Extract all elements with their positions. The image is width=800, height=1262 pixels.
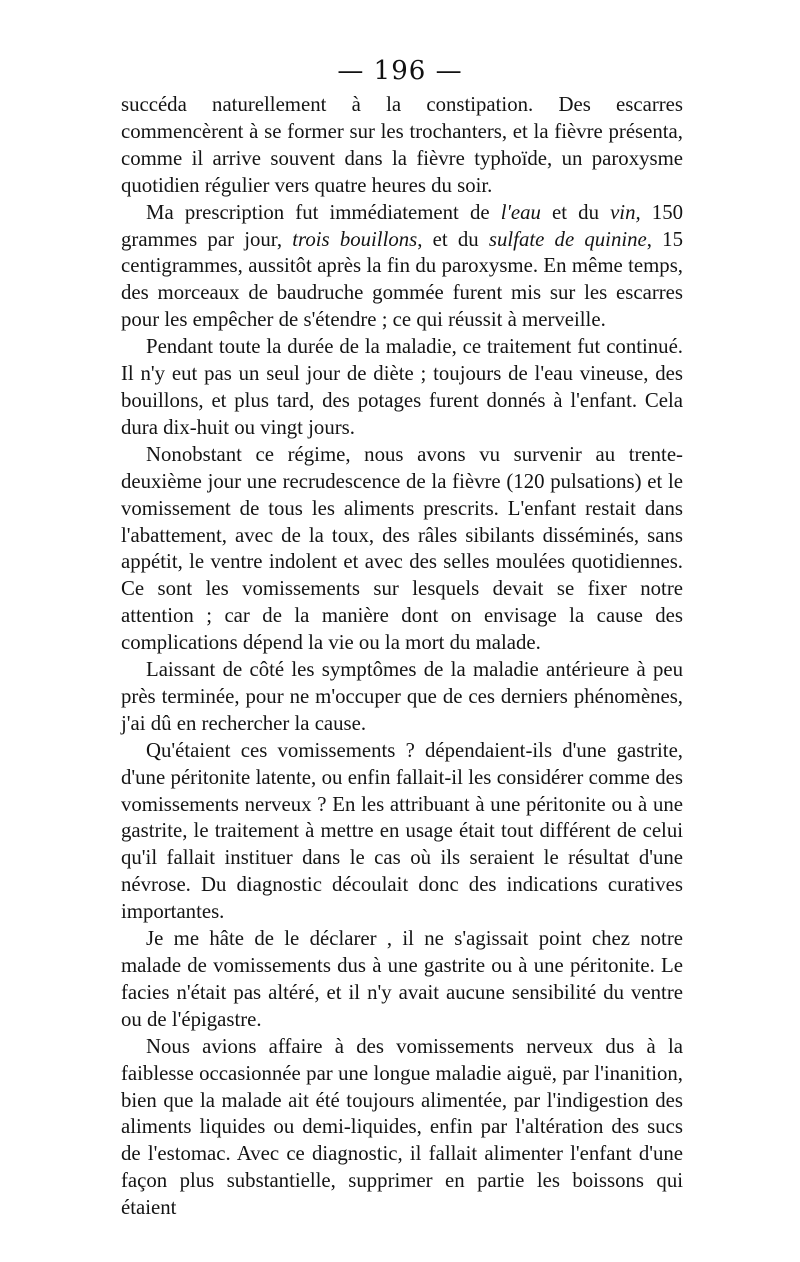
paragraph <box>121 334 683 442</box>
paragraph <box>121 657 683 738</box>
text-segment: Nonobstant ce régime, nous avons vu survenir au trente-deuxième jour une recrudescence de la fièvre (120 pulsations) et le vomissement de tous les aliments prescrits. L'enfant restait dans l'abattement, avec de la toux, des râles sibilants disséminés, sans appétit, le ventre indolent et avec des selles moulées quotidiennes. Ce sont les vomissements sur lesquels devait se fixer notre attention ; car de la manière dont on envisage la cause des complications dépend la vie ou la mort du malade. <box>121 442 683 655</box>
text-segment: Ma prescription fut immédiatement de <box>146 200 501 224</box>
text-segment: , 15 centigrammes, aussitôt après la fin du paroxysme. En même temps, des morceaux de baudruche gommée furent mis sur les escarres pour les empêcher de s'étendre ; ce qui réussit à merveille. <box>121 227 683 332</box>
paragraph <box>121 200 683 335</box>
text-segment: , et du <box>417 227 489 251</box>
italic-text: vin, <box>610 200 641 224</box>
text-segment: Nous avions affaire à des vomissements nerveux dus à la faiblesse occasionnée par une longue maladie aiguë, par l'inanition, bien que la malade ait été toujours alimentée, par l'indigestion des aliments liquides ou demi-liquides, enfin par l'altération des sucs de l'estomac. Avec ce diagnostic, il fallait alimenter l'enfant d'une façon plus substantielle, supprimer en partie les boissons qui étaient <box>121 1034 683 1220</box>
italic-text: l'eau <box>500 200 541 224</box>
italic-text: trois bouillons <box>292 227 418 251</box>
paragraph <box>121 738 683 926</box>
text-segment: succéda naturellement à la constipation. Des escarres commencèrent à se former sur les trochanters, et la fièvre présenta, comme il arrive souvent dans la fièvre typhoïde, un paroxysme quotidien régulier vers quatre heures du soir. <box>121 93 683 197</box>
paragraph <box>121 442 683 657</box>
text-segment: et du <box>540 200 611 224</box>
page-number: — 196 — <box>337 56 463 86</box>
text-segment: Pendant toute la durée de la maladie, ce traitement fut continué. Il n'y eut pas un seul jour de diète ; toujours de l'eau vineuse, des bouillons, et plus tard, des potages furent donnés à l'enfant. Cela dura dix-huit ou vingt jours. <box>121 335 683 439</box>
italic-text: sulfate de quinine <box>488 227 647 251</box>
paragraph <box>121 92 683 200</box>
text-segment: 150 grammes par jour, <box>121 200 683 251</box>
paragraph <box>121 926 683 1034</box>
text-segment: Je me hâte de le déclarer , il ne s'agissait point chez notre malade de vomissements dus à une gastrite ou à une péritonite. Le facies n'était pas altéré, et il n'y avait aucune sensibilité du ventre ou de l'épigastre. <box>121 927 683 1031</box>
text-segment: Laissant de côté les symptômes de la maladie antérieure à peu près terminée, pour ne m'occuper que de ces derniers phénomènes, j'ai dû en rechercher la cause. <box>121 658 683 735</box>
body-text <box>121 92 683 1222</box>
paragraph <box>121 1034 683 1222</box>
text-segment: Qu'étaient ces vomissements ? dépendaient-ils d'une gastrite, d'une péritonite latente, ou enfin fallait-il les considérer comme des vomissements nerveux ? En les attribuant à une péritonite ou à une gastrite, le traitement à mettre en usage était tout différent de celui qu'il fallait instituer dans le cas où ils seraient le résultat d'une névrose. Du diagnostic découlait donc des indications curatives importantes. <box>121 738 683 924</box>
